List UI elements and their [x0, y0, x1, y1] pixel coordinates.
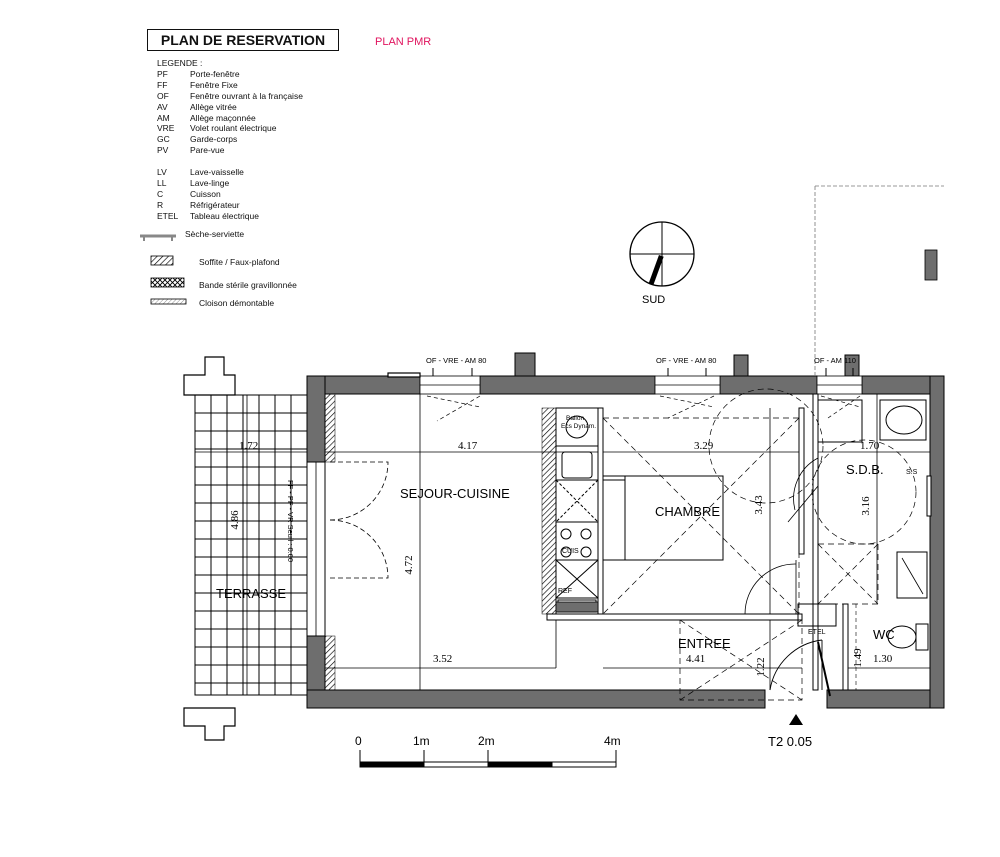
- legend-item: LL Lave-linge: [157, 178, 230, 189]
- door-swings: [330, 462, 388, 578]
- dim-343: 3.43: [753, 495, 765, 515]
- dim-417: 4.17: [458, 440, 478, 452]
- scale-1m: 1m: [413, 734, 430, 748]
- compass-icon: [630, 222, 694, 286]
- plan-title: PLAN DE RESERVATION: [147, 29, 339, 51]
- compass-label: SUD: [642, 294, 666, 306]
- legend-heading: LEGENDE :: [157, 58, 203, 68]
- window-label-3: OF - AM 110: [814, 356, 856, 365]
- bande-swatch: [151, 278, 184, 287]
- legend-seche-serviette: Sèche-serviette: [185, 229, 245, 239]
- dim-170: 1.70: [860, 440, 880, 452]
- legend-item: PV Pare-vue: [157, 145, 225, 156]
- adjacent-outline: [815, 186, 944, 376]
- legend-item: FF Fenêtre Fixe: [157, 79, 238, 90]
- legend-item: ETEL Tableau électrique: [157, 210, 259, 221]
- window-label-2: OF - VRE - AM 80: [656, 356, 717, 365]
- legend-item: GC Garde-corps: [157, 134, 238, 145]
- room-sejour: SEJOUR-CUISINE: [400, 486, 510, 501]
- room-wc: WC: [873, 627, 895, 642]
- fixture-ss: S.S: [906, 469, 918, 476]
- room-entree: ENTREE: [678, 636, 731, 651]
- baie-label: FF - PF - VR Seuil : 0.00: [286, 480, 295, 563]
- legend-bande: Bande stérile gravillonnée: [199, 280, 297, 290]
- legend-item: OF Fenêtre ouvrant à la française: [157, 90, 303, 101]
- legend-soffite: Soffite / Faux-plafond: [199, 257, 280, 267]
- fixture-ref: REF: [558, 588, 572, 595]
- dim-122: 1.22: [755, 657, 767, 677]
- dim-486: 4.86: [229, 510, 241, 530]
- soffite-area: [542, 408, 556, 614]
- dim-316: 3.16: [860, 496, 872, 516]
- fixture-etel: ETEL: [808, 629, 826, 636]
- dim-441: 4.41: [686, 653, 706, 665]
- fixture-ballon: Ballon: [566, 415, 585, 422]
- legend-item: C Cuisson: [157, 188, 221, 199]
- fixture-ballon-2: Ecs Dynam.: [561, 423, 597, 430]
- room-terrasse: TERRASSE: [216, 586, 287, 601]
- legend-item: AM Allège maçonnée: [157, 112, 256, 123]
- dim-329: 3.29: [694, 440, 714, 452]
- bedroom-clearance: [603, 389, 823, 614]
- scale-0: 0: [355, 734, 362, 748]
- legend-item: VRE Volet roulant électrique: [157, 123, 277, 134]
- dim-130: 1.30: [873, 653, 893, 665]
- scale-bar: [360, 750, 616, 767]
- window-marks: [433, 368, 853, 376]
- dim-352: 3.52: [433, 653, 453, 665]
- kitchen-counter: [556, 408, 598, 614]
- soffite-area: [325, 636, 335, 690]
- dim-472: 4.72: [403, 555, 415, 575]
- seche-serviette-icon: [140, 236, 176, 241]
- room-chambre: CHAMBRE: [655, 504, 721, 519]
- legend-item: AV Allège vitrée: [157, 101, 237, 112]
- window-swings: [427, 396, 860, 421]
- legend-item: PF Porte-fenêtre: [157, 68, 240, 79]
- legend-item: LV Lave-vaisselle: [157, 167, 244, 178]
- dim-149: 1.49: [852, 648, 864, 668]
- legend-cloison: Cloison démontable: [199, 298, 275, 308]
- cloison-swatch: [151, 299, 186, 304]
- fixture-cuis: CUIS: [562, 548, 579, 555]
- scale-2m: 2m: [478, 734, 495, 748]
- soffite-swatch: [151, 256, 173, 265]
- plan-subtitle: PLAN PMR: [375, 36, 432, 48]
- window-label-1: OF - VRE - AM 80: [426, 356, 487, 365]
- entrance-arrow-icon: [789, 714, 803, 725]
- dim-172: 1.72: [239, 440, 259, 452]
- room-sdb: S.D.B.: [846, 462, 884, 477]
- entry-label: T2 0.05: [768, 734, 813, 749]
- scale-4m: 4m: [604, 734, 621, 748]
- legend-item: R Réfrigérateur: [157, 199, 240, 210]
